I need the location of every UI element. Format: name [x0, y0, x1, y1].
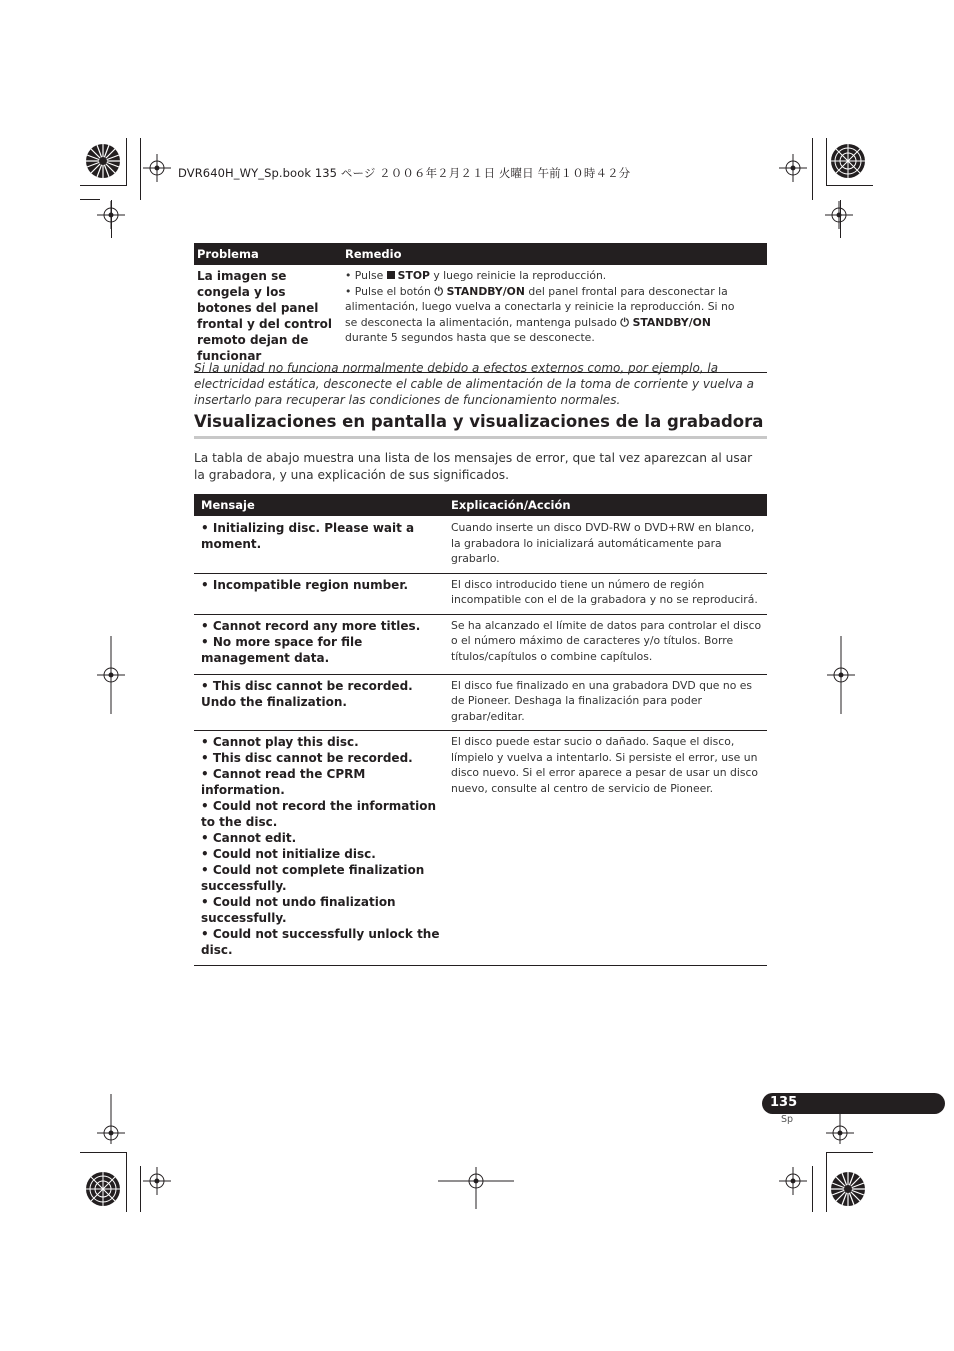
remedy-cell [345, 265, 767, 373]
table-row [194, 674, 767, 731]
registration-mark-bottom-center [436, 1160, 516, 1214]
section-title: Visualizaciones en pantalla y visualizaciones de la grabadora [194, 412, 764, 431]
section-divider [194, 436, 767, 439]
message-cell: • Incompatible region number. [194, 573, 451, 614]
page-number: 135 [770, 1095, 798, 1110]
italic-note: Si la unidad no funciona normalmente debido a efectos externos como, por ejemplo, la electricidad estática, desconecte el cable de alimentación de la toma de corriente y vuelva a insertarlo para recuperar las condiciones de funcionamiento normales. [194, 361, 754, 407]
table-row [194, 265, 767, 373]
message-cell: • This disc cannot be recorded. Undo the finalization. [194, 674, 451, 731]
table-row [194, 516, 767, 573]
message-cell: • Cannot record any more titles. • No more space for file management data. [194, 614, 451, 674]
remedy-bullet-1: • Pulse STOP y luego reinicie la reproducción. [345, 269, 607, 282]
message-cell: • Cannot play this disc. • This disc cannot be recorded. • Cannot read the CPRM information. • Could not record the information to the disc. • Cannot edit. • Could not initialize disc. • Could not complete finalization successfully. • Could not undo finalization successfully. • Could not successfully unlock the disc. [194, 731, 451, 966]
problem-cell: La imagen se congela y los botones del panel frontal y del control remoto dejan de funcionar [194, 265, 345, 373]
explanation-cell: El disco introducido tiene un número de región incompatible con el de la grabadora y no se reproducirá. [451, 573, 767, 614]
power-icon: ⏻ [620, 315, 633, 329]
book-file-info: DVR640H_WY_Sp.book 135 ページ ２００６年２月２１日 火曜日 午前１０時４２分 [178, 166, 631, 180]
table-header-row [194, 494, 767, 516]
registration-mark-mid-right [826, 636, 856, 714]
registration-mark-mid-left [96, 636, 126, 714]
table-row [194, 573, 767, 614]
registration-mark-top-right [755, 138, 875, 238]
table-row [194, 731, 767, 966]
explanation-cell: El disco puede estar sucio o dañado. Saque el disco, límpielo y vuelva a intentarlo. Si persiste el error, use un disco nuevo. Si el error aparece a pesar de usar un disco nuevo, consulte al centro de servicio de Pioneer. [451, 731, 767, 966]
registration-mark-bottom-left [80, 1094, 220, 1214]
troubleshooting-table [194, 243, 767, 373]
explanation-cell: El disco fue finalizado en una grabadora DVD que no es de Pioneer. Deshaga la finalización para poder grabar/editar. [451, 674, 767, 731]
column-header-remedio: Remedio [345, 243, 767, 265]
stop-square-icon [387, 271, 395, 279]
column-header-explicacion: Explicación/Acción [451, 494, 767, 516]
messages-table [194, 494, 767, 966]
message-cell: • Initializing disc. Please wait a moment. [194, 516, 451, 573]
table-row [194, 614, 767, 674]
explanation-cell: Se ha alcanzado el límite de datos para controlar el disco o el número máximo de caracteres y/o títulos. Borre títulos/capítulos o combine capítulos. [451, 614, 767, 674]
remedy-bullet-2: • Pulse el botón ⏻ STANDBY/ON del panel frontal para desconectar la alimentación, luego vuelva a conectarla y reinicie la reproducción. Si no se desconecta la alimentación, mantenga pulsado ⏻ STANDBY/ON durante 5 segundos hasta que se desconecte. [345, 284, 735, 344]
table-header-row [194, 243, 767, 265]
registration-mark-top-left [80, 138, 220, 238]
column-header-problema: Problema [194, 243, 345, 265]
power-icon: ⏻ [434, 284, 447, 298]
page-language: Sp [781, 1114, 794, 1125]
section-intro: La tabla de abajo muestra una lista de los mensajes de error, que tal vez aparezcan al usar la grabadora, y una explicación de sus significados. [194, 451, 753, 482]
explanation-cell: Cuando inserte un disco DVD-RW o DVD+RW en blanco, la grabadora lo inicializará automáticamente para grabarlo. [451, 516, 767, 573]
column-header-mensaje: Mensaje [194, 494, 451, 516]
